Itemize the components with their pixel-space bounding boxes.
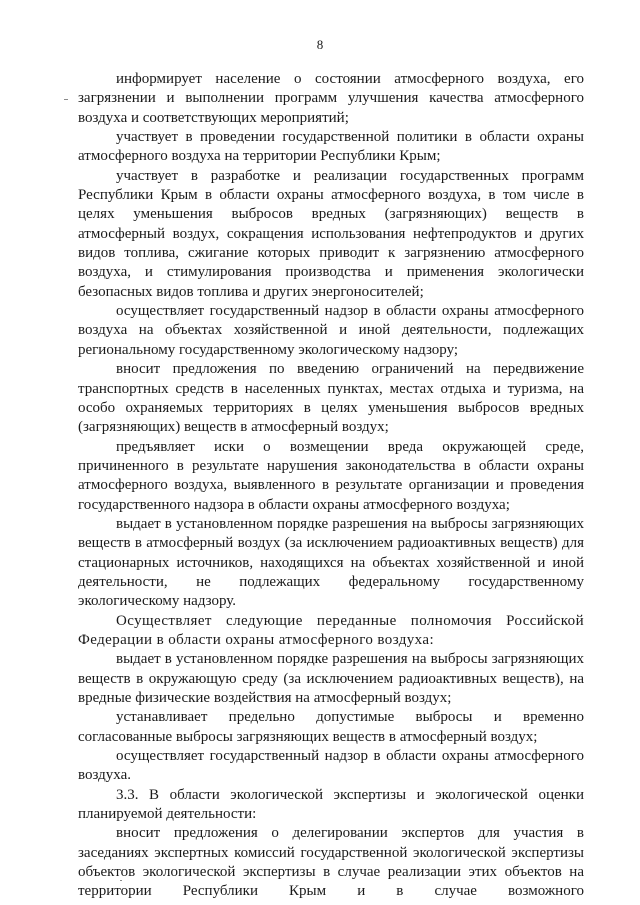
document-body: [78, 70, 584, 902]
paragraph-delegated-powers: Осуществляет следующие переданные полномочия Российской Федерации в области охраны атмосферного воздуха:: [78, 612, 584, 648]
paragraph-traffic-restrictions: вносит предложения по введению ограничений на передвижение транспортных средств в населенных пунктах, местах отдыха и туризма, на особо охраняемых территориях в целях уменьшения выбросов вредных (загрязняющих) веществ в атмосферный воздух;: [78, 361, 584, 436]
paragraph-state-policy: участвует в проведении государственной политики в области охраны атмосферного воздуха на территории Республики Крым;: [78, 129, 584, 165]
page-number: 8: [316, 37, 324, 52]
scan-mark: [120, 880, 122, 881]
paragraph-inform-population: информирует население о состоянии атмосферного воздуха, его загрязнении и выполнении программ улучшения качества атмосферного воздуха и соответствующих мероприятий;: [78, 71, 584, 126]
paragraph-damage-claims: предъявляет иски о возмещении вреда окружающей среде, причиненного в результате нарушения законодательства в области охраны атмосферного воздуха, выявленного в результате организации и проведения государственного надзора в области охраны атмосферного воздуха;: [78, 438, 584, 513]
paragraph-set-limits: устанавливает предельно допустимые выбросы и временно согласованные выбросы загрязняющих веществ в атмосферный воздух;: [78, 709, 584, 745]
paragraph-supervision-air: осуществляет государственный надзор в области охраны атмосферного воздуха.: [78, 748, 584, 784]
paragraph-delegate-experts: вносит предложения о делегировании экспертов для участия в заседаниях экспертных комиссий государственной экологической экспертизы объектов экологической экспертизы в случае реализации этих объектов на территории Республики Крым и в случае возможного: [78, 825, 584, 900]
paragraph-state-supervision: осуществляет государственный надзор в области охраны атмосферного воздуха на объектах хозяйственной и иной деятельности, подлежащих региональному государственному экологическому надзору;: [78, 303, 584, 358]
scan-mark: [64, 99, 68, 100]
section-heading-3-3: 3.3. В области экологической экспертизы и экологической оценки планируемой деятельности:: [78, 786, 584, 823]
paragraph-emission-permits: выдает в установленном порядке разрешения на выбросы загрязняющих веществ в атмосферный воздух (за исключением радиоактивных веществ) для стационарных источников, находящихся на объектах хозяйственной и иной деятельности, не подлежащих федеральному государственному экологическому надзору.: [78, 515, 584, 610]
paragraph-state-programs: участвует в разработке и реализации государственных программ Республики Крым в области охраны атмосферного воздуха, в том числе в целях уменьшения выбросов вредных (загрязняющих) веществ в атмосферный воздух, сокращения использования нефтепродуктов и других видов топлива, сжигание которых приводит к загрязнению атмосферного воздуха, и стимулирования производства и применения экологически безопасных видов топлива и других энергоносителей;: [78, 167, 584, 300]
paragraph-issue-permits: выдает в установленном порядке разрешения на выбросы загрязняющих веществ в окружающую среду (за исключением радиоактивных веществ), на вредные физические воздействия на атмосферный воздух;: [78, 651, 584, 706]
